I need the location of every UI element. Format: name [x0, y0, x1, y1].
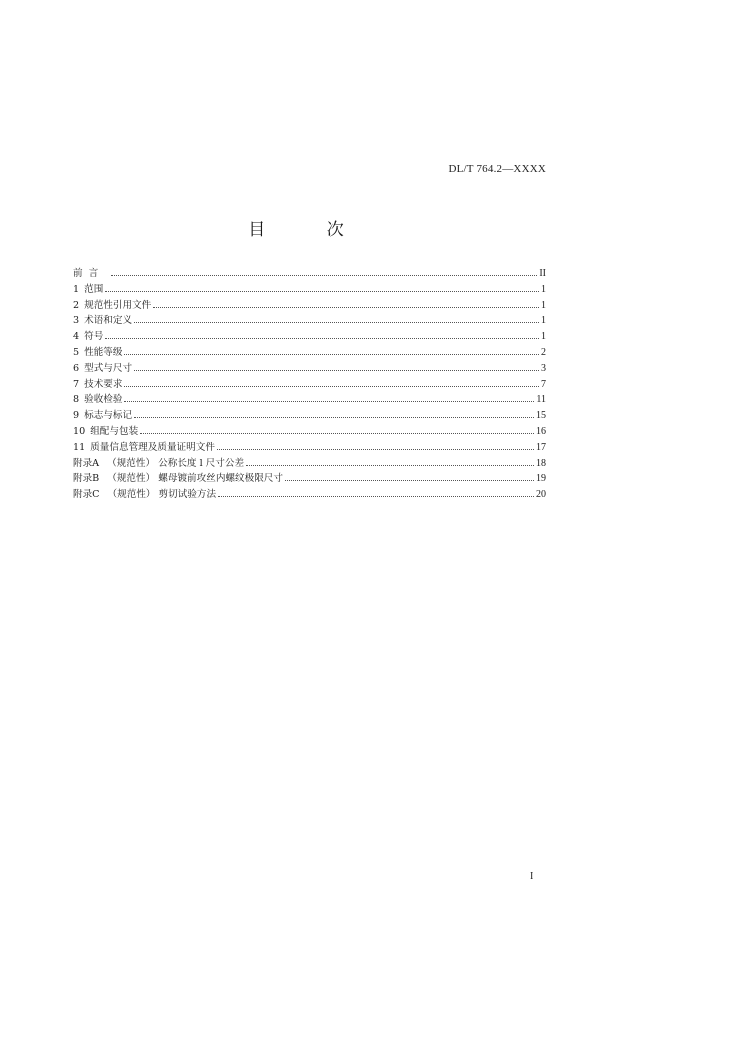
- toc-leader-dots: [111, 275, 537, 276]
- toc-entry-page: 1: [541, 315, 546, 327]
- toc-entry-label: 规范性引用文件: [84, 299, 152, 311]
- toc-entry-label: 符号: [84, 331, 104, 343]
- toc-entry-page: 17: [536, 441, 546, 453]
- toc-entry-label: 性能等级: [84, 346, 123, 358]
- toc-entry-performance-grades[interactable]: [73, 345, 546, 361]
- toc-entry-label: 范围: [84, 283, 104, 295]
- toc-entry-quality-management[interactable]: [73, 440, 546, 456]
- toc-entry-acceptance-inspection[interactable]: [73, 392, 546, 408]
- toc-entry-marking[interactable]: [73, 408, 546, 424]
- toc-entry-label: 技术要求: [84, 378, 123, 390]
- table-of-contents: [73, 266, 546, 503]
- toc-entry-page: 18: [536, 457, 546, 469]
- toc-leader-dots: [217, 449, 534, 450]
- toc-entry-number: 附录A: [73, 457, 100, 469]
- toc-entry-label: 型式与尺寸: [84, 362, 133, 374]
- toc-entry-label: 质量信息管理及质量证明文件: [90, 441, 215, 453]
- toc-leader-dots: [246, 465, 534, 466]
- toc-entry-page: 3: [541, 362, 546, 374]
- toc-entry-label: 术语和定义: [84, 315, 133, 327]
- toc-entry-label: （规范性） 剪切试验方法: [107, 489, 217, 501]
- toc-entry-number: 前言: [73, 268, 105, 279]
- toc-entry-label: 标志与标记: [84, 410, 133, 422]
- toc-entry-terms[interactable]: [73, 313, 546, 329]
- toc-entry-number: 6: [73, 362, 80, 374]
- toc-entry-scope[interactable]: [73, 282, 546, 298]
- toc-entry-page: 1: [541, 331, 546, 343]
- toc-entry-page: 2: [541, 346, 546, 358]
- toc-entry-number: 附录B: [73, 473, 100, 485]
- toc-entry-label: （规范性） 公称长度 l 尺寸公差: [107, 457, 245, 469]
- toc-entry-page: 20: [536, 489, 546, 501]
- toc-entry-number: 3: [73, 315, 80, 327]
- toc-leader-dots: [134, 322, 539, 323]
- toc-entry-number: 2: [73, 299, 80, 311]
- toc-leader-dots: [285, 480, 534, 481]
- toc-leader-dots: [124, 354, 539, 355]
- toc-entry-page: 11: [536, 394, 546, 406]
- toc-leader-dots: [105, 291, 539, 292]
- toc-entry-technical-requirements[interactable]: [73, 377, 546, 393]
- toc-entry-number: 5: [73, 346, 80, 358]
- toc-entry-number: 1: [73, 283, 80, 295]
- toc-leader-dots: [153, 307, 539, 308]
- document-code: DL/T 764.2—XXXX: [448, 163, 546, 175]
- toc-leader-dots: [105, 338, 539, 339]
- toc-leader-dots: [140, 433, 534, 434]
- toc-entry-assembly-packaging[interactable]: [73, 424, 546, 440]
- toc-entry-number: 8: [73, 394, 80, 406]
- toc-entry-types-dimensions[interactable]: [73, 361, 546, 377]
- toc-entry-symbols[interactable]: [73, 329, 546, 345]
- toc-entry-label: 组配与包装: [90, 425, 139, 437]
- toc-entry-number: 附录C: [73, 489, 100, 501]
- toc-entry-foreword[interactable]: [73, 266, 546, 282]
- toc-entry-page: 16: [536, 425, 546, 437]
- toc-entry-page: 7: [541, 378, 546, 390]
- toc-leader-dots: [134, 370, 539, 371]
- toc-entry-number: 7: [73, 378, 80, 390]
- toc-entry-number: 11: [73, 441, 86, 453]
- page-number: I: [530, 871, 534, 882]
- toc-leader-dots: [134, 417, 534, 418]
- toc-entry-normative-references[interactable]: [73, 298, 546, 314]
- toc-entry-label: 验收检验: [84, 394, 123, 406]
- toc-entry-page: 1: [541, 283, 546, 295]
- toc-entry-number: 9: [73, 410, 80, 422]
- toc-entry-number: 10: [73, 425, 86, 437]
- toc-entry-appendix-c[interactable]: [73, 487, 546, 503]
- toc-leader-dots: [124, 386, 539, 387]
- toc-entry-page: 19: [536, 473, 546, 485]
- toc-entry-page: 15: [536, 410, 546, 422]
- toc-entry-appendix-b[interactable]: [73, 471, 546, 487]
- toc-leader-dots: [218, 496, 534, 497]
- toc-leader-dots: [124, 401, 534, 402]
- toc-entry-number: 4: [73, 331, 80, 343]
- toc-entry-appendix-a[interactable]: [73, 456, 546, 472]
- toc-entry-label: （规范性） 螺母镀前攻丝内螺纹极限尺寸: [107, 473, 283, 485]
- toc-title: 目 次: [248, 220, 372, 240]
- toc-entry-page: II: [539, 268, 546, 279]
- toc-entry-page: 1: [541, 299, 546, 311]
